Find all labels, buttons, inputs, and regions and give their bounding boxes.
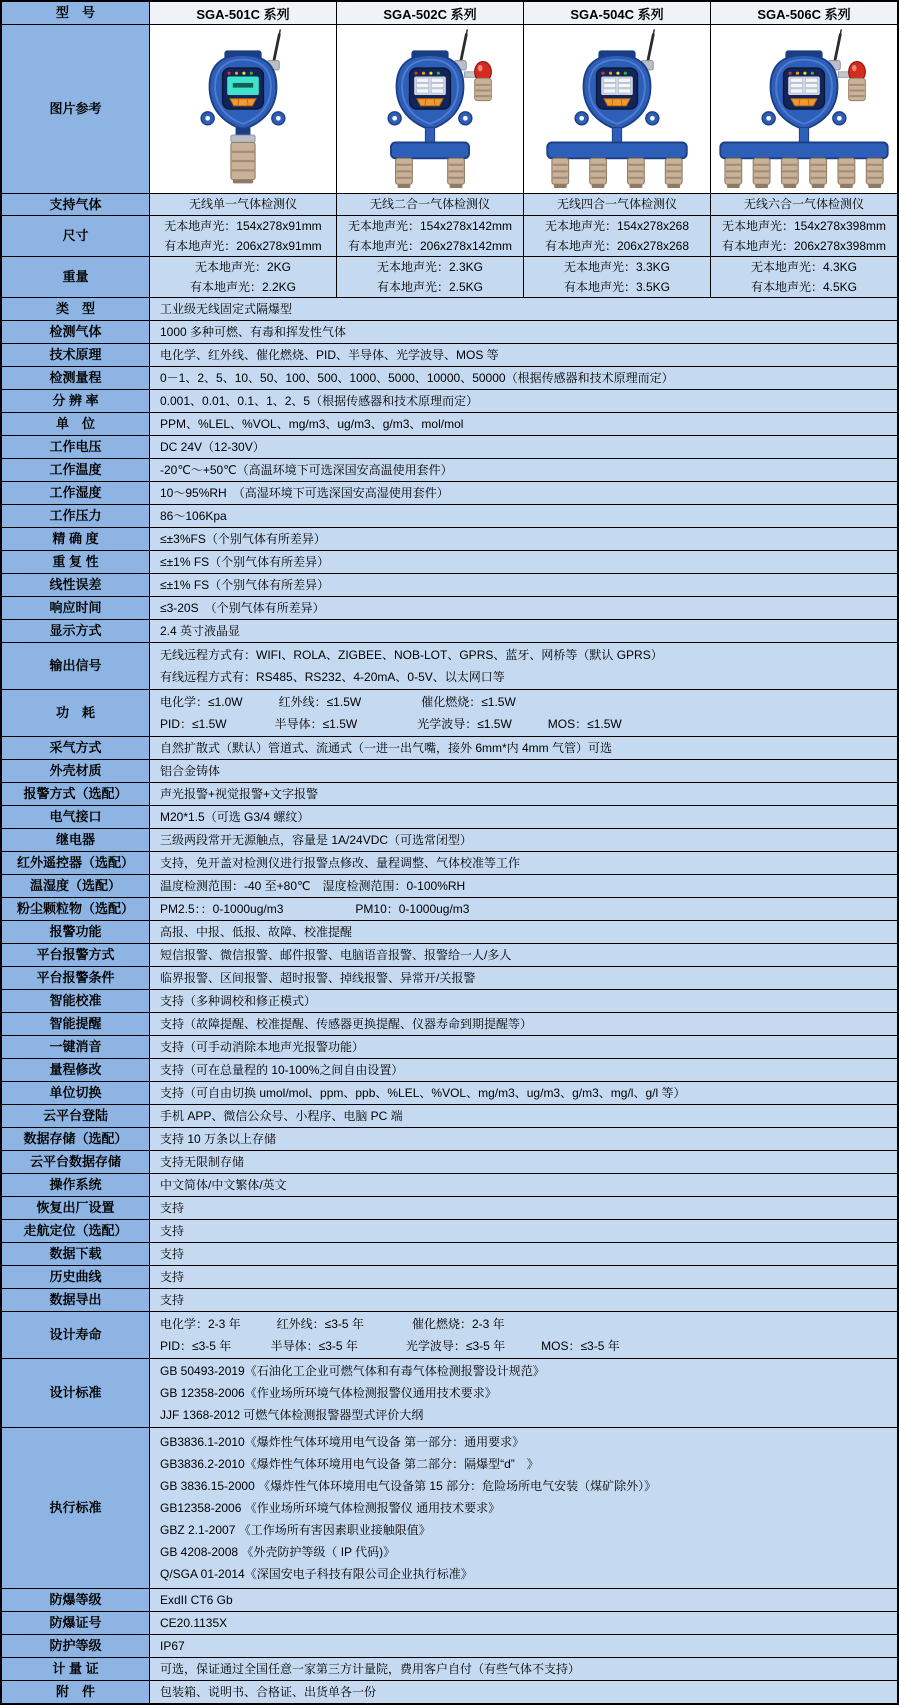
compare-row: [2, 194, 897, 216]
compare-value: 无线单一气体检测仪: [188, 197, 297, 211]
spec-row: [2, 737, 897, 760]
model-header-cell: SGA-506C 系列: [711, 2, 897, 24]
compare-cell: [337, 194, 524, 215]
spec-value-line: PID：≤1.5W 半导体：≤1.5W 光学波导：≤1.5W MOS：≤1.5W: [160, 717, 622, 731]
row-label: 类 型: [2, 298, 150, 320]
compare-value: 无本地声光：154x278x268: [544, 218, 690, 233]
device-image-cell: [150, 25, 337, 193]
value-cell: [150, 806, 897, 828]
row-label: 技术原理: [2, 344, 150, 366]
spec-row: [2, 1428, 897, 1589]
row-label: 报警方式（选配）: [2, 783, 150, 805]
value-cell: [150, 1174, 897, 1196]
value-cell: [150, 1289, 897, 1311]
device-image-cell: [337, 25, 524, 193]
image-row: [2, 25, 897, 194]
value-cell: [150, 898, 897, 920]
model-header-row: [2, 2, 897, 25]
spec-value-line: PM2.5：：0-1000ug/m3 PM10：0-1000ug/m3: [160, 902, 470, 916]
compare-value: 无本地声光：154x278x91mm: [164, 218, 322, 233]
spec-value-line: GBZ 2.1-2007 《工作场所有害因素职业接触限值》: [160, 1523, 431, 1537]
compare-value: 有本地声光：206x278x91mm: [164, 238, 322, 253]
spec-row: [2, 390, 897, 413]
row-label: 输出信号: [2, 643, 150, 689]
row-label: 单 位: [2, 413, 150, 435]
spec-value-line: 支持: [160, 1247, 185, 1261]
value-cell: [150, 1312, 897, 1358]
spec-value-line: 支持（多种调校和修正模式）: [160, 994, 317, 1008]
spec-value-line: 临界报警、区间报警、超时报警、掉线报警、异常开/关报警: [160, 971, 476, 985]
value-cell: [150, 459, 897, 481]
value-cell: [150, 1589, 897, 1611]
spec-row: [2, 1197, 897, 1220]
value-cell: [150, 367, 897, 389]
spec-value-line: 无线远程方式有：WIFI、ROLA、ZIGBEE、NOB-LOT、GPRS、蓝牙、网桥等（默认 GPRS）: [160, 648, 663, 662]
row-label: 精 确 度: [2, 528, 150, 550]
row-label: 尺寸: [2, 216, 150, 256]
spec-value-line: 支持 10 万条以上存储: [160, 1132, 277, 1146]
spec-row: [2, 367, 897, 390]
row-label: 采气方式: [2, 737, 150, 759]
spec-value-line: ≤±3%FS（个别气体有所差异）: [160, 532, 326, 546]
value-cell: [150, 967, 897, 989]
value-cell: [150, 1266, 897, 1288]
row-label: 平台报警方式: [2, 944, 150, 966]
value-cell: [150, 574, 897, 596]
spec-value-line: 支持: [160, 1293, 185, 1307]
spec-value-line: Q/SGA 01-2014《深国安电子科技有限公司企业执行标准》: [160, 1567, 473, 1581]
value-cell: [150, 990, 897, 1012]
row-label: 工作压力: [2, 505, 150, 527]
spec-value-line: ≤±1% FS（个别气体有所差异）: [160, 578, 330, 592]
compare-row: [2, 216, 897, 257]
compare-value: 无线六合一气体检测仪: [743, 197, 864, 211]
value-cell: [150, 1359, 897, 1427]
value-cell: [150, 875, 897, 897]
row-label: 防爆等级: [2, 1589, 150, 1611]
compare-value: 无线四合一气体检测仪: [556, 197, 677, 211]
row-label: 报警功能: [2, 921, 150, 943]
spec-value-line: 0－1、2、5、10、50、100、500、1000、5000、10000、50000（根据传感器和技术原理而定）: [160, 371, 674, 385]
spec-row: [2, 1681, 897, 1703]
compare-cell: [150, 216, 337, 256]
detector-image: [337, 27, 523, 191]
spec-value-line: 1000 多种可燃、有毒和挥发性气体: [160, 325, 347, 339]
row-label: 智能校准: [2, 990, 150, 1012]
spec-row: [2, 1151, 897, 1174]
spec-value-line: 自然扩散式（默认）管道式、流通式（一进一出气嘴，接外 6mm*内 4mm 气管）可选: [160, 741, 613, 755]
row-label: 量程修改: [2, 1059, 150, 1081]
compare-row: [2, 257, 897, 298]
row-label: 走航定位（选配）: [2, 1220, 150, 1242]
spec-row: [2, 1220, 897, 1243]
row-label: 线性误差: [2, 574, 150, 596]
value-cell: [150, 1243, 897, 1265]
row-label: 红外遥控器（选配）: [2, 852, 150, 874]
spec-value-line: M20*1.5（可选 G3/4 螺纹）: [160, 810, 310, 824]
row-label: 显示方式: [2, 620, 150, 642]
spec-row: [2, 1635, 897, 1658]
row-label: 响应时间: [2, 597, 150, 619]
row-label: 工作温度: [2, 459, 150, 481]
spec-value-line: GB 4208-2008 《外壳防护等级（ IP 代码)》: [160, 1545, 396, 1559]
spec-row: [2, 643, 897, 690]
row-label: 温湿度（选配）: [2, 875, 150, 897]
row-label: 计 量 证: [2, 1658, 150, 1680]
spec-row: [2, 1082, 897, 1105]
row-label: 单位切换: [2, 1082, 150, 1104]
spec-row: [2, 298, 897, 321]
spec-row: [2, 344, 897, 367]
spec-row: [2, 829, 897, 852]
row-label: 数据下载: [2, 1243, 150, 1265]
value-cell: [150, 1681, 897, 1703]
device-image-cell: [711, 25, 897, 193]
value-cell: [150, 1036, 897, 1058]
spec-value-line: PID：≤3-5 年 半导体：≤3-5 年 光学波导：≤3-5 年 MOS：≤3-5 年: [160, 1339, 620, 1353]
row-label: 云平台登陆: [2, 1105, 150, 1127]
spec-row: [2, 551, 897, 574]
spec-row: [2, 1243, 897, 1266]
row-label: 设计标准: [2, 1359, 150, 1427]
spec-row: [2, 1359, 897, 1428]
value-cell: [150, 344, 897, 366]
spec-row: [2, 321, 897, 344]
model-header-cell: SGA-501C 系列: [150, 2, 337, 24]
spec-value-line: 支持: [160, 1201, 185, 1215]
spec-value-line: -20℃～+50℃（高温环境下可选深国安高温使用套件）: [160, 463, 453, 477]
spec-value-line: GB 50493-2019《石油化工企业可燃气体和有毒气体检测报警设计规范》: [160, 1364, 545, 1378]
value-cell: [150, 1635, 897, 1657]
value-cell: [150, 482, 897, 504]
compare-value: 无线二合一气体检测仪: [369, 197, 490, 211]
value-cell: [150, 551, 897, 573]
spec-row: [2, 574, 897, 597]
row-label: 重量: [2, 257, 150, 297]
spec-row: [2, 528, 897, 551]
spec-row: [2, 944, 897, 967]
compare-value: 有本地声光：3.5KG: [563, 279, 671, 294]
spec-row: [2, 1312, 897, 1359]
value-cell: [150, 1128, 897, 1150]
value-cell: [150, 620, 897, 642]
spec-value-line: 电化学：≤1.0W 红外线：≤1.5W 催化燃烧：≤1.5W: [160, 695, 516, 709]
row-label: 工作湿度: [2, 482, 150, 504]
detector-image: [150, 27, 336, 191]
spec-value-line: 0.001、0.01、0.1、1、2、5（根据传感器和技术原理而定）: [160, 394, 479, 408]
spec-row: [2, 921, 897, 944]
value-cell: [150, 413, 897, 435]
row-label: 设计寿命: [2, 1312, 150, 1358]
row-label: 型 号: [2, 2, 150, 24]
spec-value-line: 声光报警+视觉报警+文字报警: [160, 787, 319, 801]
value-cell: [150, 1612, 897, 1634]
detector-image: [524, 27, 710, 191]
value-cell: [150, 1428, 897, 1588]
compare-cell: [150, 257, 337, 297]
row-label: 继电器: [2, 829, 150, 851]
compare-value: 无本地声光：154x278x398mm: [721, 218, 887, 233]
spec-row: [2, 1174, 897, 1197]
spec-value-line: 支持（可自由切换 umol/mol、ppm、ppb、%LEL、%VOL、mg/m3、ug/m3、g/m3、mg/l、g/l 等）: [160, 1086, 686, 1100]
row-label: 执行标准: [2, 1428, 150, 1588]
spec-value-line: CE20.1135X: [160, 1616, 228, 1630]
model-header-cell: SGA-502C 系列: [337, 2, 524, 24]
value-cell: [150, 944, 897, 966]
row-label: 功 耗: [2, 690, 150, 736]
compare-value: 有本地声光：2.2KG: [189, 279, 297, 294]
spec-row: [2, 783, 897, 806]
spec-value-line: 电化学、红外线、催化燃烧、PID、半导体、光学波导、MOS 等: [160, 348, 499, 362]
spec-row: [2, 1013, 897, 1036]
value-cell: [150, 1658, 897, 1680]
value-cell: [150, 829, 897, 851]
compare-value: 无本地声光：4.3KG: [750, 259, 858, 274]
spec-row: [2, 1036, 897, 1059]
value-cell: [150, 390, 897, 412]
spec-value-line: 支持无限制存储: [160, 1155, 245, 1169]
spec-row: [2, 1105, 897, 1128]
spec-row: [2, 1266, 897, 1289]
value-cell: [150, 921, 897, 943]
value-cell: [150, 760, 897, 782]
compare-value: 有本地声光：206x278x142mm: [347, 238, 513, 253]
value-cell: [150, 298, 897, 320]
value-cell: [150, 690, 897, 736]
spec-row: [2, 760, 897, 783]
row-label: 恢复出厂设置: [2, 1197, 150, 1219]
value-cell: [150, 597, 897, 619]
spec-value-line: 支持（故障提醒、校准提醒、传感器更换提醒、仪器寿命到期提醒等）: [160, 1017, 533, 1031]
row-label: 分 辨 率: [2, 390, 150, 412]
compare-value: 无本地声光：154x278x142mm: [347, 218, 513, 233]
value-cell: [150, 1013, 897, 1035]
value-cell: [150, 528, 897, 550]
spec-row: [2, 1658, 897, 1681]
spec-value-line: GB 12358-2006《作业场所环境气体检测报警仪通用技术要求》: [160, 1386, 497, 1400]
row-label: 一键消音: [2, 1036, 150, 1058]
spec-value-line: 高报、中报、低报、故障、校准提醒: [160, 925, 353, 939]
spec-value-line: 电化学：2-3 年 红外线：≤3-5 年 催化燃烧：2-3 年: [160, 1317, 505, 1331]
spec-value-line: 工业级无线固定式隔爆型: [160, 302, 293, 316]
spec-value-line: ≤±1% FS（个别气体有所差异）: [160, 555, 330, 569]
detector-image: [711, 27, 897, 191]
compare-cell: [524, 194, 711, 215]
value-cell: [150, 505, 897, 527]
spec-value-line: IP67: [160, 1639, 185, 1653]
spec-value-line: PPM、%LEL、%VOL、mg/m3、ug/m3、g/m3、mol/mol: [160, 417, 464, 431]
spec-row: [2, 1589, 897, 1612]
row-label: 支持气体: [2, 194, 150, 215]
spec-row: [2, 1612, 897, 1635]
spec-value-line: GB12358-2006 《作业场所环境气体检测报警仪 通用技术要求》: [160, 1501, 501, 1515]
spec-value-line: 支持（可手动消除本地声光报警功能）: [160, 1040, 365, 1054]
spec-row: [2, 806, 897, 829]
spec-row: [2, 597, 897, 620]
spec-row: [2, 990, 897, 1013]
row-label: 外壳材质: [2, 760, 150, 782]
row-label: 附 件: [2, 1681, 150, 1703]
row-label: 图片参考: [2, 25, 150, 193]
spec-row: [2, 459, 897, 482]
value-cell: [150, 1151, 897, 1173]
value-cell: [150, 1220, 897, 1242]
compare-cell: [711, 194, 897, 215]
spec-value-line: 支持（可在总量程的 10-100%之间自由设置）: [160, 1063, 404, 1077]
compare-value: 无本地声光：2.3KG: [376, 259, 484, 274]
value-cell: [150, 436, 897, 458]
spec-row: [2, 436, 897, 459]
spec-value-line: 支持: [160, 1270, 185, 1284]
row-label: 数据存储（选配）: [2, 1128, 150, 1150]
row-label: 粉尘颗粒物（选配）: [2, 898, 150, 920]
spec-value-line: GB3836.1-2010《爆炸性气体环境用电气设备 第一部分：通用要求》: [160, 1435, 525, 1449]
spec-row: [2, 620, 897, 643]
spec-value-line: 三级两段常开无源触点，容量是 1A/24VDC（可选常闭型）: [160, 833, 473, 847]
compare-value: 有本地声光：206x278x398mm: [721, 238, 887, 253]
value-cell: [150, 737, 897, 759]
value-cell: [150, 643, 897, 689]
spec-value-line: 2.4 英寸液晶显: [160, 624, 241, 638]
spec-row: [2, 1059, 897, 1082]
spec-value-line: 短信报警、微信报警、邮件报警、电脑语音报警、报警给一人/多人: [160, 948, 512, 962]
row-label: 防护等级: [2, 1635, 150, 1657]
row-label: 操作系统: [2, 1174, 150, 1196]
row-label: 智能提醒: [2, 1013, 150, 1035]
compare-cell: [150, 194, 337, 215]
row-label: 工作电压: [2, 436, 150, 458]
value-cell: [150, 1105, 897, 1127]
value-cell: [150, 1059, 897, 1081]
device-image-cell: [524, 25, 711, 193]
row-label: 防爆证号: [2, 1612, 150, 1634]
row-label: 检测气体: [2, 321, 150, 343]
compare-cell: [337, 216, 524, 256]
spec-row: [2, 505, 897, 528]
spec-row: [2, 967, 897, 990]
row-label: 电气接口: [2, 806, 150, 828]
spec-row: [2, 413, 897, 436]
spec-value-line: JJF 1368-2012 可燃气体检测报警器型式评价大纲: [160, 1408, 424, 1422]
row-label: 云平台数据存储: [2, 1151, 150, 1173]
spec-value-line: 铝合金铸体: [160, 764, 221, 778]
value-cell: [150, 321, 897, 343]
spec-value-line: 10～95%RH （高湿环境下可选深国安高湿使用套件）: [160, 486, 449, 500]
value-cell: [150, 852, 897, 874]
spec-row: [2, 690, 897, 737]
model-header-cell: SGA-504C 系列: [524, 2, 711, 24]
compare-value: 无本地声光：3.3KG: [563, 259, 671, 274]
compare-value: 有本地声光：206x278x268: [544, 238, 690, 253]
compare-cell: [524, 216, 711, 256]
value-cell: [150, 1082, 897, 1104]
row-label: 历史曲线: [2, 1266, 150, 1288]
compare-cell: [337, 257, 524, 297]
compare-cell: [711, 216, 897, 256]
compare-value: 有本地声光：2.5KG: [376, 279, 484, 294]
spec-row: [2, 482, 897, 505]
value-cell: [150, 783, 897, 805]
spec-row: [2, 1128, 897, 1151]
value-cell: [150, 1197, 897, 1219]
compare-value: 有本地声光：4.5KG: [750, 279, 858, 294]
spec-row: [2, 898, 897, 921]
spec-value-line: GB3836.2-2010《爆炸性气体环境用电气设备 第二部分：隔爆型“d” 》: [160, 1457, 539, 1471]
spec-value-line: 包装箱、说明书、合格证、出货单各一份: [160, 1685, 377, 1699]
spec-value-line: 支持，免开盖对检测仪进行报警点修改、量程调整、气体校准等工作: [160, 856, 521, 870]
spec-value-line: ExdII CT6 Gb: [160, 1593, 233, 1607]
spec-value-line: 中文简体/中文繁体/英文: [160, 1178, 287, 1192]
compare-cell: [711, 257, 897, 297]
spec-value-line: 可选，保证通过全国任意一家第三方计量院，费用客户自付（有些气体不支持）: [160, 1662, 581, 1676]
row-label: 数据导出: [2, 1289, 150, 1311]
row-label: 重 复 性: [2, 551, 150, 573]
spec-value-line: 支持: [160, 1224, 185, 1238]
row-label: 平台报警条件: [2, 967, 150, 989]
spec-value-line: 有线远程方式有：RS485、RS232、4-20mA、0-5V、以太网口等: [160, 670, 505, 684]
spec-row: [2, 1289, 897, 1312]
spec-value-line: GB 3836.15-2000 《爆炸性气体环境用电气设备第 15 部分：危险场所电气安装（煤矿除外）》: [160, 1479, 657, 1493]
spec-row: [2, 875, 897, 898]
spec-value-line: 温度检测范围：-40 至+80℃ 湿度检测范围：0-100%RH: [160, 879, 466, 893]
spec-value-line: DC 24V（12-30V）: [160, 440, 265, 454]
compare-value: 无本地声光：2KG: [194, 259, 291, 274]
compare-cell: [524, 257, 711, 297]
spec-value-line: 手机 APP、微信公众号、小程序、电脑 PC 端: [160, 1109, 403, 1123]
spec-value-line: ≤3-20S （个别气体有所差异）: [160, 601, 325, 615]
spec-value-line: 86～106Kpa: [160, 509, 227, 523]
spec-row: [2, 852, 897, 875]
row-label: 检测量程: [2, 367, 150, 389]
